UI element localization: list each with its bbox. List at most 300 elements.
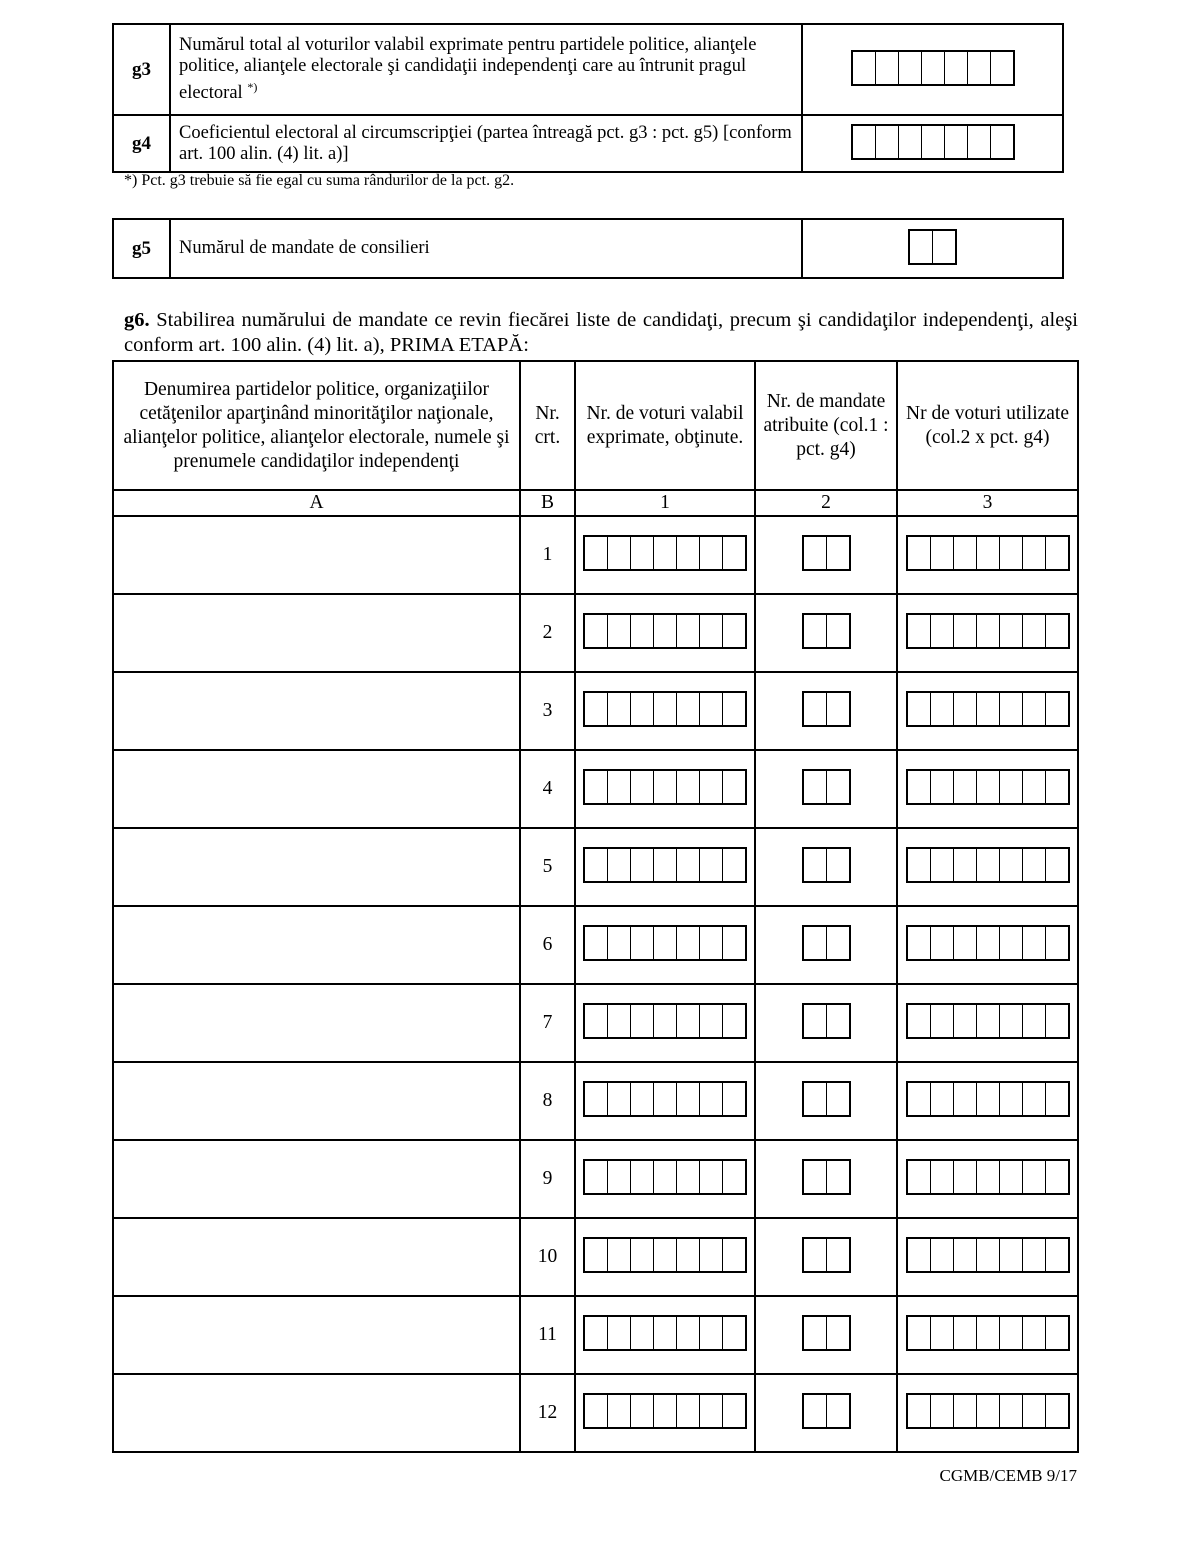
digit-box[interactable] [1046,1395,1068,1427]
digit-box[interactable] [908,771,931,803]
digit-box[interactable] [1023,1083,1046,1115]
digit-box[interactable] [954,693,977,725]
digit-box[interactable] [1046,1005,1068,1037]
digit-box[interactable] [827,771,849,803]
digit-box-group[interactable] [802,1315,851,1351]
digit-box[interactable] [585,1005,608,1037]
digit-box[interactable] [1023,615,1046,647]
votes-digit-boxes[interactable] [575,750,755,828]
digit-box-group[interactable] [583,1315,747,1351]
digit-box[interactable] [827,1005,849,1037]
digit-box[interactable] [804,537,827,569]
digit-box[interactable] [631,1239,654,1271]
digit-box[interactable] [931,537,954,569]
party-name-cell[interactable] [113,1296,520,1374]
digit-box[interactable] [954,537,977,569]
votes-digit-boxes[interactable] [575,1374,755,1452]
digit-box[interactable] [1023,1161,1046,1193]
digit-box[interactable] [677,849,700,881]
digit-box[interactable] [723,1317,745,1349]
digit-box[interactable] [991,52,1013,84]
digit-box[interactable] [585,771,608,803]
digit-box[interactable] [977,615,1000,647]
digit-box[interactable] [977,693,1000,725]
votes-digit-boxes[interactable] [575,594,755,672]
digit-box-group[interactable] [802,535,851,571]
digit-box[interactable] [608,1005,631,1037]
digit-box[interactable] [677,537,700,569]
digit-box-group[interactable] [802,1159,851,1195]
mandates-digit-boxes[interactable] [755,1374,897,1452]
digit-box[interactable] [654,615,677,647]
digit-box[interactable] [677,693,700,725]
digit-box[interactable] [654,1317,677,1349]
digit-box[interactable] [1023,849,1046,881]
digit-box[interactable] [1023,771,1046,803]
digit-box[interactable] [1046,1239,1068,1271]
mandates-digit-boxes[interactable] [755,828,897,906]
digit-box[interactable] [908,693,931,725]
votes-used-digit-boxes[interactable] [897,672,1078,750]
digit-box-group[interactable] [802,1393,851,1429]
digit-box[interactable] [631,849,654,881]
digit-box[interactable] [954,1239,977,1271]
digit-box[interactable] [654,927,677,959]
digit-box[interactable] [827,1239,849,1271]
digit-box[interactable] [954,1161,977,1193]
digit-box[interactable] [631,615,654,647]
row-number: 2 [520,594,575,672]
digit-box[interactable] [954,849,977,881]
digit-box[interactable] [654,1005,677,1037]
digit-box[interactable] [700,927,723,959]
digit-box-group[interactable] [583,691,747,727]
votes-used-digit-boxes[interactable] [897,984,1078,1062]
digit-box[interactable] [700,1161,723,1193]
digit-box[interactable] [908,537,931,569]
digit-box[interactable] [585,537,608,569]
digit-box-group[interactable] [802,691,851,727]
digit-box[interactable] [677,1317,700,1349]
party-name-cell[interactable] [113,516,520,594]
digit-box[interactable] [654,771,677,803]
digit-box[interactable] [631,537,654,569]
digit-box-group[interactable] [802,613,851,649]
mandates-digit-boxes[interactable] [755,594,897,672]
digit-box[interactable] [654,537,677,569]
digit-box[interactable] [1000,927,1023,959]
digit-box[interactable] [677,927,700,959]
mandates-digit-boxes[interactable] [755,1140,897,1218]
digit-box[interactable] [608,1083,631,1115]
mandates-digit-boxes[interactable] [755,516,897,594]
votes-digit-boxes[interactable] [575,906,755,984]
digit-box[interactable] [827,1161,849,1193]
digit-box[interactable] [853,52,876,84]
digit-box[interactable] [827,1395,849,1427]
digit-box[interactable] [1046,849,1068,881]
party-name-cell[interactable] [113,1218,520,1296]
digit-box[interactable] [1046,537,1068,569]
digit-box-group[interactable] [583,769,747,805]
digit-box[interactable] [1000,693,1023,725]
digit-box[interactable] [804,615,827,647]
digit-box[interactable] [954,1083,977,1115]
digit-box[interactable] [700,1083,723,1115]
digit-box[interactable] [1046,693,1068,725]
mandates-digit-boxes[interactable] [755,1062,897,1140]
party-name-cell[interactable] [113,1062,520,1140]
digit-box[interactable] [1046,615,1068,647]
digit-box[interactable] [608,693,631,725]
digit-box[interactable] [827,927,849,959]
digit-box[interactable] [585,1239,608,1271]
digit-box[interactable] [908,849,931,881]
digit-box[interactable] [908,615,931,647]
digit-box[interactable] [608,1395,631,1427]
digit-box[interactable] [1023,1395,1046,1427]
g4-digit-boxes[interactable] [802,115,1063,172]
digit-box[interactable] [931,1317,954,1349]
digit-box-group[interactable] [906,1003,1070,1039]
digit-box[interactable] [977,1161,1000,1193]
digit-box[interactable] [827,615,849,647]
votes-digit-boxes[interactable] [575,672,755,750]
digit-box[interactable] [608,849,631,881]
digit-box[interactable] [1046,1161,1068,1193]
digit-box[interactable] [1000,1005,1023,1037]
digit-box[interactable] [945,126,968,158]
digit-box-group[interactable] [851,124,1015,160]
digit-box-group[interactable] [906,1159,1070,1195]
votes-used-digit-boxes[interactable] [897,516,1078,594]
digit-box[interactable] [954,927,977,959]
digit-box[interactable] [933,231,955,263]
digit-box[interactable] [1000,537,1023,569]
digit-box[interactable] [853,126,876,158]
digit-box[interactable] [1023,1317,1046,1349]
digit-box[interactable] [908,1083,931,1115]
digit-box[interactable] [608,927,631,959]
digit-box[interactable] [977,927,1000,959]
digit-box[interactable] [804,1161,827,1193]
digit-box-group[interactable] [906,1393,1070,1429]
digit-box-group[interactable] [906,1237,1070,1273]
digit-box-group[interactable] [583,1159,747,1195]
digit-box-group[interactable] [802,1237,851,1273]
digit-box[interactable] [899,126,922,158]
mandates-digit-boxes[interactable] [755,1218,897,1296]
digit-box[interactable] [1023,927,1046,959]
digit-box[interactable] [677,1083,700,1115]
digit-box[interactable] [1046,927,1068,959]
digit-box-group[interactable] [906,925,1070,961]
digit-box[interactable] [1000,615,1023,647]
votes-used-digit-boxes[interactable] [897,828,1078,906]
votes-used-digit-boxes[interactable] [897,906,1078,984]
digit-box[interactable] [608,615,631,647]
digit-box[interactable] [1046,1317,1068,1349]
votes-used-digit-boxes[interactable] [897,1218,1078,1296]
mandates-digit-boxes[interactable] [755,984,897,1062]
digit-box[interactable] [608,537,631,569]
digit-box[interactable] [1000,849,1023,881]
party-name-cell[interactable] [113,594,520,672]
digit-box[interactable] [723,537,745,569]
digit-box[interactable] [931,1083,954,1115]
digit-box[interactable] [585,1395,608,1427]
digit-box[interactable] [700,1395,723,1427]
digit-box[interactable] [654,849,677,881]
digit-box[interactable] [677,771,700,803]
votes-used-digit-boxes[interactable] [897,1296,1078,1374]
votes-used-digit-boxes[interactable] [897,1062,1078,1140]
digit-box[interactable] [631,927,654,959]
votes-digit-boxes[interactable] [575,1296,755,1374]
digit-box[interactable] [931,849,954,881]
digit-box-group[interactable] [802,1081,851,1117]
digit-box[interactable] [723,615,745,647]
digit-box[interactable] [804,771,827,803]
votes-digit-boxes[interactable] [575,984,755,1062]
digit-box[interactable] [700,771,723,803]
digit-box[interactable] [700,693,723,725]
votes-digit-boxes[interactable] [575,1062,755,1140]
digit-box[interactable] [804,1005,827,1037]
digit-box-group[interactable] [802,769,851,805]
digit-box[interactable] [700,849,723,881]
party-name-cell[interactable] [113,672,520,750]
digit-box[interactable] [954,1005,977,1037]
digit-box[interactable] [931,693,954,725]
digit-box[interactable] [631,1083,654,1115]
digit-box[interactable] [585,1317,608,1349]
digit-box[interactable] [608,1161,631,1193]
digit-box[interactable] [827,1083,849,1115]
digit-box-group[interactable] [906,1315,1070,1351]
digit-box[interactable] [585,615,608,647]
digit-box[interactable] [954,1395,977,1427]
digit-box-group[interactable] [583,925,747,961]
digit-box[interactable] [977,1083,1000,1115]
digit-box[interactable] [654,1395,677,1427]
digit-box[interactable] [1023,537,1046,569]
votes-digit-boxes[interactable] [575,828,755,906]
digit-box[interactable] [827,693,849,725]
digit-box[interactable] [931,927,954,959]
digit-box[interactable] [977,1395,1000,1427]
digit-box[interactable] [908,927,931,959]
digit-box[interactable] [1000,1239,1023,1271]
digit-box[interactable] [908,1161,931,1193]
digit-box[interactable] [608,1317,631,1349]
party-name-cell[interactable] [113,750,520,828]
digit-box[interactable] [977,849,1000,881]
digit-box[interactable] [804,1239,827,1271]
digit-box[interactable] [899,52,922,84]
row-number: 11 [520,1296,575,1374]
digit-box[interactable] [945,52,968,84]
g3-digit-boxes[interactable] [802,24,1063,115]
digit-box[interactable] [931,1005,954,1037]
digit-box-group[interactable] [906,847,1070,883]
digit-box[interactable] [700,1239,723,1271]
digit-box[interactable] [631,1161,654,1193]
digit-box[interactable] [585,1161,608,1193]
digit-box[interactable] [968,52,991,84]
digit-box[interactable] [677,1239,700,1271]
digit-box[interactable] [585,927,608,959]
votes-digit-boxes[interactable] [575,1140,755,1218]
digit-box[interactable] [1023,693,1046,725]
digit-box-group[interactable] [583,1393,747,1429]
digit-box[interactable] [876,126,899,158]
party-name-cell[interactable] [113,906,520,984]
digit-box[interactable] [654,693,677,725]
g5-digit-boxes[interactable] [802,219,1063,278]
digit-box-group[interactable] [908,229,957,265]
digit-box[interactable] [977,1005,1000,1037]
digit-box[interactable] [804,1083,827,1115]
mandates-digit-boxes[interactable] [755,672,897,750]
digit-box[interactable] [931,1395,954,1427]
digit-box[interactable] [631,1005,654,1037]
digit-box[interactable] [804,1395,827,1427]
digit-box[interactable] [931,771,954,803]
digit-box-group[interactable] [583,1081,747,1117]
digit-box[interactable] [908,1395,931,1427]
digit-box[interactable] [677,1005,700,1037]
digit-box[interactable] [631,693,654,725]
digit-box[interactable] [723,1161,745,1193]
digit-box[interactable] [723,1395,745,1427]
digit-box[interactable] [723,1005,745,1037]
digit-box[interactable] [700,1317,723,1349]
digit-box[interactable] [723,771,745,803]
digit-box[interactable] [585,1083,608,1115]
digit-box[interactable] [631,771,654,803]
digit-box[interactable] [931,1161,954,1193]
digit-box[interactable] [723,1083,745,1115]
digit-box[interactable] [1023,1239,1046,1271]
digit-box[interactable] [585,693,608,725]
digit-box[interactable] [954,771,977,803]
digit-box-group[interactable] [802,1003,851,1039]
digit-box[interactable] [1046,1083,1068,1115]
digit-box[interactable] [977,771,1000,803]
digit-box-group[interactable] [906,1081,1070,1117]
digit-box[interactable] [1000,1161,1023,1193]
digit-box[interactable] [977,1317,1000,1349]
party-name-cell[interactable] [113,1140,520,1218]
digit-box[interactable] [1023,1005,1046,1037]
digit-box[interactable] [922,126,945,158]
digit-box[interactable] [827,849,849,881]
digit-box[interactable] [931,615,954,647]
digit-box[interactable] [991,126,1013,158]
digit-box-group[interactable] [851,50,1015,86]
digit-box[interactable] [827,537,849,569]
digit-box[interactable] [608,1239,631,1271]
digit-box[interactable] [954,1317,977,1349]
digit-box[interactable] [977,1239,1000,1271]
digit-box[interactable] [922,52,945,84]
mandates-digit-boxes[interactable] [755,1296,897,1374]
digit-box[interactable] [631,1317,654,1349]
digit-box[interactable] [608,771,631,803]
mandates-digit-boxes[interactable] [755,750,897,828]
digit-box-group[interactable] [583,1237,747,1273]
votes-used-digit-boxes[interactable] [897,594,1078,672]
digit-box-group[interactable] [802,847,851,883]
digit-box[interactable] [954,615,977,647]
votes-digit-boxes[interactable] [575,1218,755,1296]
digit-box[interactable] [723,693,745,725]
digit-box[interactable] [1046,771,1068,803]
digit-box-group[interactable] [583,535,747,571]
digit-box-group[interactable] [583,613,747,649]
digit-box[interactable] [876,52,899,84]
votes-used-digit-boxes[interactable] [897,1374,1078,1452]
digit-box-group[interactable] [906,535,1070,571]
digit-box-group[interactable] [802,925,851,961]
digit-box-group[interactable] [583,1003,747,1039]
digit-box[interactable] [700,1005,723,1037]
digit-box[interactable] [723,1239,745,1271]
digit-box[interactable] [1000,1395,1023,1427]
digit-box[interactable] [654,1083,677,1115]
digit-box[interactable] [910,231,933,263]
digit-box[interactable] [654,1161,677,1193]
party-name-cell[interactable] [113,828,520,906]
digit-box[interactable] [931,1239,954,1271]
digit-box[interactable] [677,1395,700,1427]
digit-box-group[interactable] [906,769,1070,805]
digit-box[interactable] [1000,1083,1023,1115]
digit-box[interactable] [677,1161,700,1193]
votes-used-digit-boxes[interactable] [897,750,1078,828]
digit-box[interactable] [654,1239,677,1271]
digit-box[interactable] [631,1395,654,1427]
digit-box[interactable] [700,537,723,569]
digit-box[interactable] [677,615,700,647]
digit-box[interactable] [908,1239,931,1271]
digit-box[interactable] [968,126,991,158]
mandates-digit-boxes[interactable] [755,906,897,984]
digit-box[interactable] [1000,1317,1023,1349]
votes-used-digit-boxes[interactable] [897,1140,1078,1218]
digit-box[interactable] [977,537,1000,569]
votes-digit-boxes[interactable] [575,516,755,594]
digit-box[interactable] [723,849,745,881]
digit-box[interactable] [804,849,827,881]
party-name-cell[interactable] [113,1374,520,1452]
digit-box[interactable] [827,1317,849,1349]
digit-box[interactable] [804,1317,827,1349]
digit-box[interactable] [804,927,827,959]
digit-box-group[interactable] [906,691,1070,727]
digit-box-group[interactable] [906,613,1070,649]
digit-box[interactable] [585,849,608,881]
digit-box[interactable] [723,927,745,959]
digit-box[interactable] [1000,771,1023,803]
party-name-cell[interactable] [113,984,520,1062]
digit-box-group[interactable] [583,847,747,883]
digit-box[interactable] [908,1005,931,1037]
digit-box[interactable] [908,1317,931,1349]
digit-box[interactable] [700,615,723,647]
digit-box[interactable] [804,693,827,725]
